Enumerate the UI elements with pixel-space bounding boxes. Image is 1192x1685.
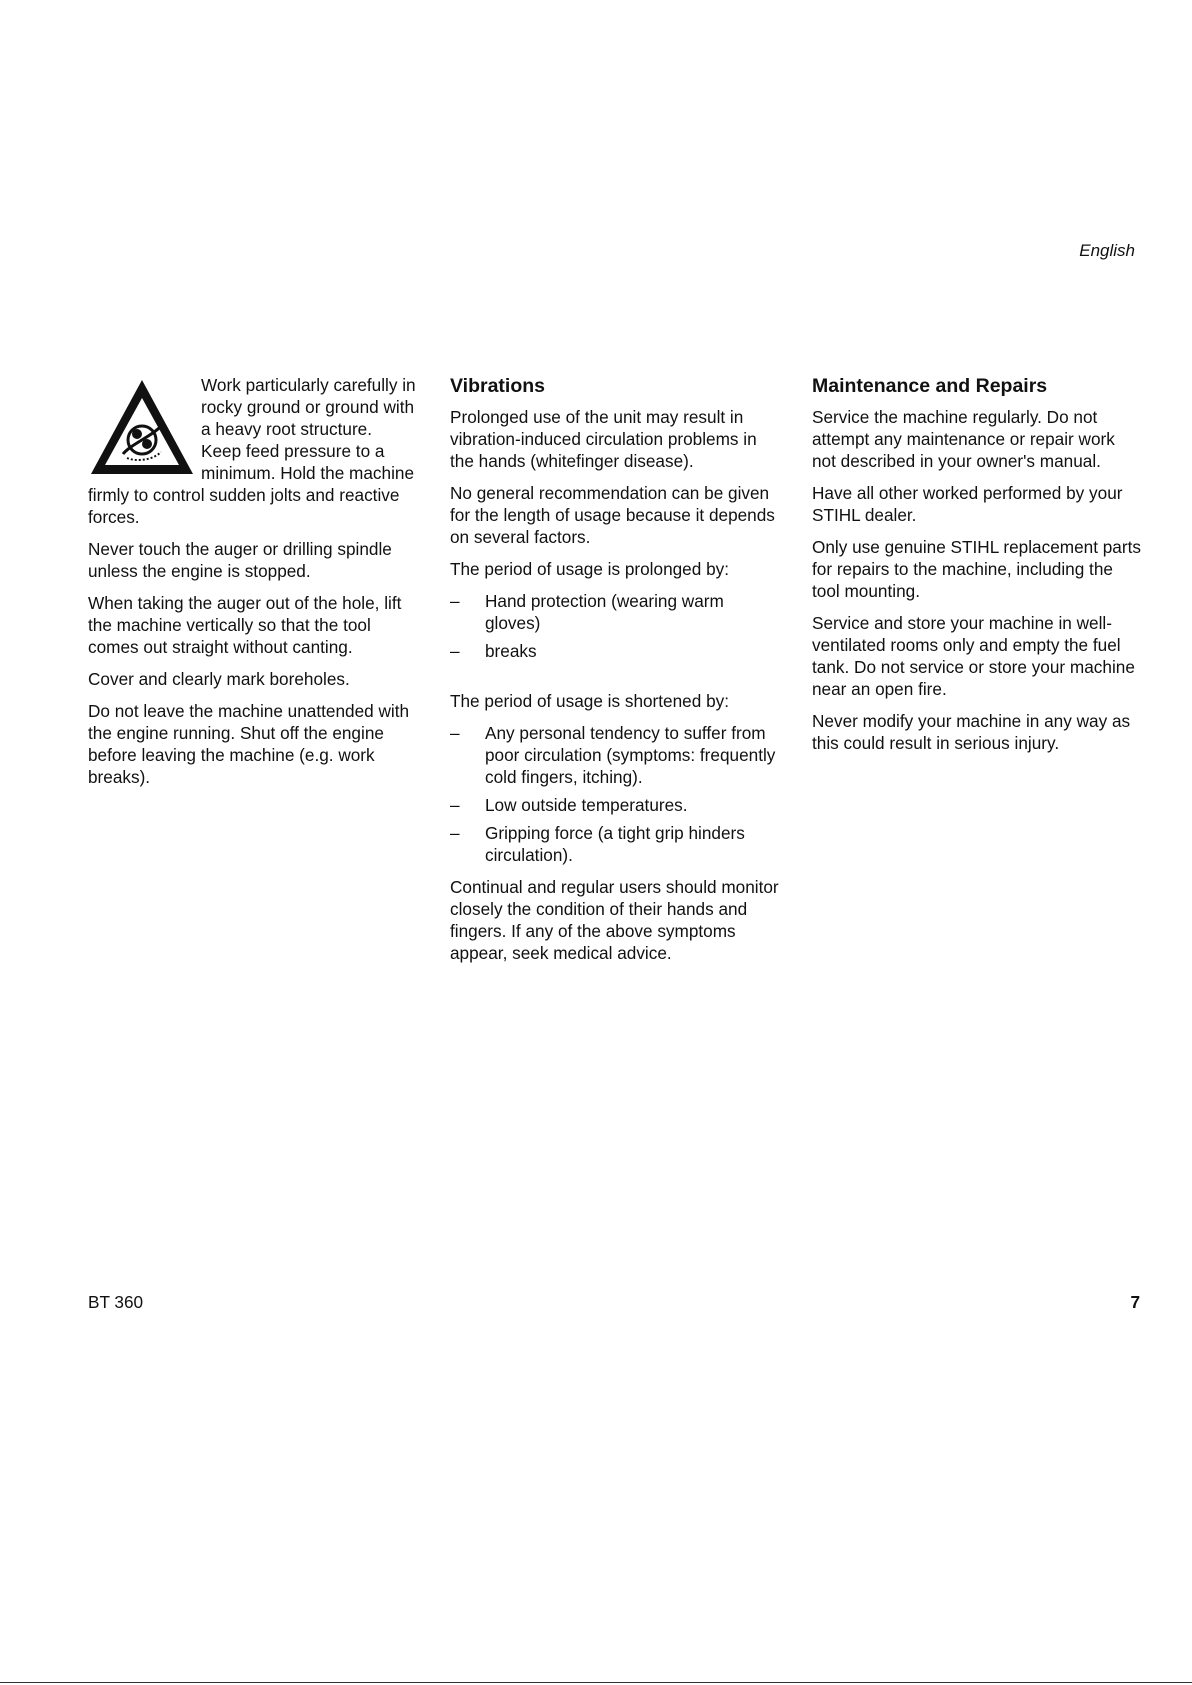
paragraph: Service and store your machine in well-ventilated rooms only and empty the fuel tank. Do not service or store your machine near an open fire. [812,613,1135,699]
paragraph: Service the machine regularly. Do not attempt any maintenance or repair work not described in your owner's manual. [812,407,1115,471]
paragraph: Do not leave the machine unattended with the engine running. Shut off the engine before leaving the machine (e.g. work breaks). [88,701,410,787]
list-item: – Low outside temperatures. [450,794,782,816]
section-heading-maintenance: Maintenance and Repairs [812,375,1048,397]
paragraph: Only use genuine STIHL replacement parts for repairs to the machine, including the tool mounting. [812,537,1141,601]
language-label: English [1079,241,1135,260]
paragraph: No general recommendation can be given for the length of usage because it depends on several factors. [450,483,775,547]
paragraph: Never modify your machine in any way as this could result in serious injury. [812,711,1131,753]
list-item: – Any personal tendency to suffer from poor circulation (symptoms: frequently cold fingers, itching). [450,722,782,788]
list-shortened [450,722,782,866]
column-vibrations [450,374,782,974]
column-maintenance [812,374,1142,764]
paragraph: When taking the auger out of the hole, lift the machine vertically so that the tool comes out straight without canting. [88,593,402,657]
paragraph: Prolonged use of the unit may result in vibration-induced circulation problems in the hands (whitefinger disease). [450,407,757,471]
warning-text: Work particularly carefully in rocky ground or ground with a heavy root structure. Keep feed pressure to a minimum. Hold the machine firmly to control sudden jolts and reactive forces. [88,375,416,527]
warning-triangle-icon [87,376,197,480]
list-intro-shortened: The period of usage is shortened by: [450,691,729,711]
paragraph: Have all other worked performed by your STIHL dealer. [812,483,1123,525]
list-prolonged [450,590,782,662]
bottom-divider [0,1682,1192,1683]
list-item: – Gripping force (a tight grip hinders circulation). [450,822,782,866]
list-intro-prolonged: The period of usage is prolonged by: [450,559,730,579]
paragraph: Never touch the auger or drilling spindle unless the engine is stopped. [88,539,392,581]
warning-block [88,374,416,528]
paragraph: Continual and regular users should monitor closely the condition of their hands and fingers. If any of the above symptoms appear, seek medical advice. [450,877,779,963]
list-item: – breaks [450,640,782,662]
section-heading-vibrations: Vibrations [450,375,545,397]
paragraph: Cover and clearly mark boreholes. [88,669,350,689]
page-number: 7 [1130,1292,1140,1312]
column-safety [88,374,416,798]
list-item: – Hand protection (wearing warm gloves) [450,590,782,634]
footer-model: BT 360 [88,1292,144,1312]
